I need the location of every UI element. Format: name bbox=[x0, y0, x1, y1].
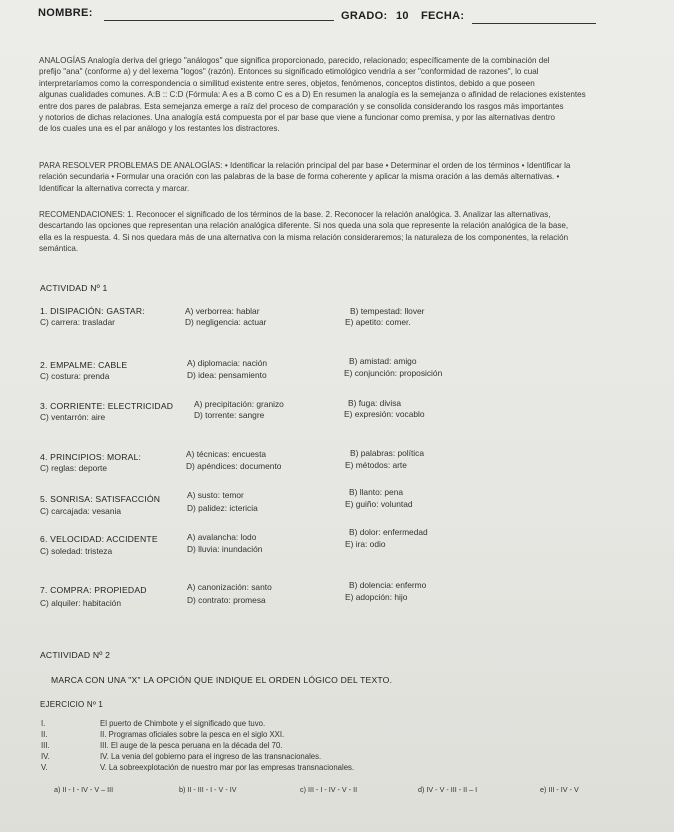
option-d[interactable]: D) torrente: sangre bbox=[194, 410, 265, 420]
question-4: 4. PRINCIPIOS: MORAL: bbox=[40, 452, 142, 462]
actividad2-title: ACTIIVIDAD Nº 2 bbox=[40, 650, 111, 660]
resolver-line: relación secundaria • Formular una oración con las palabras de la base de forma coherente y aplicar la misma oración a las demás alternativas. • bbox=[39, 172, 560, 182]
question-6: 6. VELOCIDAD: ACCIDENTE bbox=[40, 534, 158, 544]
option-c[interactable]: C) costura: prenda bbox=[40, 371, 110, 381]
recomendaciones-line: descartando las opciones que representan una relación analógica diferente. Si nos queda una sola que represente la relación analógica de la base, bbox=[39, 221, 569, 231]
intro-line: algunas cualidades comunes. A:B :: C:D (Fórmula: A es a B como C es a D) En resumen la analogía es la semejanza o afinidad de relaciones existentes bbox=[39, 90, 586, 100]
option-a[interactable]: A) verborrea: hablar bbox=[185, 306, 260, 316]
resolver-line: Identificar la alternativa correcta y marcar. bbox=[39, 183, 190, 193]
list-number: V. bbox=[41, 763, 48, 772]
list-number: III. bbox=[41, 741, 50, 750]
option-d[interactable]: D) palidez: ictericia bbox=[187, 503, 258, 513]
list-number: IV. bbox=[41, 752, 50, 761]
intro-line: interpretaríamos como la correspondencia o similitud existente entre seres, objetos, fenómenos, conceptos distintos, debido a que poseen bbox=[39, 78, 535, 88]
resolver-paragraph bbox=[39, 160, 651, 194]
option-c[interactable]: C) ventarrón: aire bbox=[40, 412, 106, 422]
recomendaciones-paragraph bbox=[39, 209, 651, 255]
option-b[interactable]: B) llanto: pena bbox=[349, 487, 404, 497]
option-e[interactable]: E) apetito: comer. bbox=[345, 317, 411, 327]
intro-line: prefijo "ana" (conforme a) y del lexema "logos" (razón). Entonces su significado etimológico vendría a ser "conformidad de razones", lo cual bbox=[39, 67, 539, 77]
option-b[interactable]: B) tempestad: llover bbox=[350, 306, 425, 316]
option-e[interactable]: E) guiño: voluntad bbox=[345, 499, 413, 509]
option-a[interactable]: A) diplomacia: nación bbox=[187, 358, 268, 368]
option-b[interactable]: B) amistad: amigo bbox=[349, 356, 417, 366]
intro-line: y notorios de dichas relaciones. Una analogía está compuesta por el par base que viene a funcionar como premisa, y por las alternativas dentro bbox=[39, 113, 556, 123]
intro-line: entre dos pares de palabras. Esta semejanza emerge a raíz del proceso de comparación y se consolida considerando los rasgos más importantes bbox=[39, 101, 564, 111]
list-number: I. bbox=[41, 719, 46, 728]
option-d[interactable]: D) idea: pensamiento bbox=[187, 370, 267, 380]
option-c[interactable]: C) carrera: trasladar bbox=[40, 317, 115, 327]
option-e[interactable]: E) expresión: vocablo bbox=[344, 409, 425, 419]
nombre-blank[interactable] bbox=[104, 20, 334, 21]
question-2: 2. EMPALME: CABLE bbox=[40, 360, 128, 370]
grado-label: GRADO: bbox=[341, 10, 388, 22]
list-item: II. Programas oficiales sobre la pesca en el siglo XXI. bbox=[100, 730, 285, 739]
option-c[interactable]: C) soledad: tristeza bbox=[40, 546, 113, 556]
option-d[interactable]: D) apéndices: documento bbox=[186, 461, 282, 471]
option-a[interactable]: A) avalancha: lodo bbox=[187, 532, 257, 542]
list-item: III. El auge de la pesca peruana en la década del 70. bbox=[100, 741, 283, 750]
option-a[interactable]: A) canonización: santo bbox=[187, 582, 272, 592]
option-d[interactable]: D) contrato: promesa bbox=[187, 595, 266, 605]
option-d[interactable]: D) lluvia: inundación bbox=[187, 544, 263, 554]
question-7: 7. COMPRA: PROPIEDAD bbox=[40, 585, 147, 595]
intro-paragraph bbox=[39, 55, 651, 135]
option-b[interactable]: B) fuga: divisa bbox=[348, 398, 402, 408]
option-a[interactable]: A) precipitación: granizo bbox=[194, 399, 284, 409]
recomendaciones-line: semántica. bbox=[39, 244, 79, 254]
intro-line: ANALOGÍAS Analogía deriva del griego "análogos" que significa proporcionado, parecido, relacionado; específicamente de la combinación del bbox=[39, 56, 550, 65]
nombre-label: NOMBRE: bbox=[38, 7, 93, 19]
actividad1-title: ACTIVIDAD Nº 1 bbox=[40, 283, 108, 293]
option-a[interactable]: A) técnicas: encuesta bbox=[186, 449, 267, 459]
grado-value: 10 bbox=[396, 10, 409, 22]
option-e[interactable]: E) ira: odio bbox=[345, 539, 386, 549]
list-item: El puerto de Chimbote y el significado que tuvo. bbox=[100, 719, 266, 728]
option-d[interactable]: D) negligencia: actuar bbox=[185, 317, 267, 327]
option-c[interactable]: C) carcajada: vesania bbox=[40, 506, 121, 516]
fecha-label: FECHA: bbox=[421, 10, 465, 22]
list-number: II. bbox=[41, 730, 48, 739]
option-c[interactable]: C) reglas: deporte bbox=[40, 463, 108, 473]
resolver-line: PARA RESOLVER PROBLEMAS DE ANALOGÍAS: • Identificar la relación principal del par base • Determinar el orden de los términos • Identificar la bbox=[39, 161, 571, 170]
answer-e[interactable]: e) III - IV - V bbox=[540, 785, 579, 794]
recomendaciones-line: ella es la respuesta. 4. Si nos quedara más de una alternativa con la misma relación consideraremos; la naturaleza de los componentes, la relación bbox=[39, 232, 569, 242]
question-5: 5. SONRISA: SATISFACCIÓN bbox=[40, 494, 161, 504]
actividad2-instruction: MARCA CON UNA "X" LA OPCIÓN QUE INDIQUE EL ORDEN LÓGICO DEL TEXTO. bbox=[51, 675, 393, 685]
answer-d[interactable]: d) IV - V - III - II – I bbox=[418, 785, 478, 794]
recomendaciones-line: RECOMENDACIONES: 1. Reconocer el significado de los términos de la base. 2. Reconocer la relación analógica. 3. Analizar las alternativas, bbox=[39, 210, 551, 219]
answer-b[interactable]: b) II - III - I - V - IV bbox=[179, 785, 237, 794]
question-3: 3. CORRIENTE: ELECTRICIDAD bbox=[40, 401, 174, 411]
question-1: 1. DISIPACIÓN: GASTAR: bbox=[40, 306, 145, 316]
option-b[interactable]: B) palabras: política bbox=[350, 448, 425, 458]
list-item: V. La sobreexplotación de nuestro mar por las empresas transnacionales. bbox=[100, 763, 355, 772]
ejercicio-title: EJERCICIO Nº 1 bbox=[40, 700, 104, 709]
option-e[interactable]: E) conjunción: proposición bbox=[344, 368, 443, 378]
fecha-blank[interactable] bbox=[472, 23, 596, 24]
option-e[interactable]: E) métodos: arte bbox=[345, 460, 407, 470]
option-b[interactable]: B) dolor: enfermedad bbox=[349, 527, 428, 537]
answer-a[interactable]: a) II - I - IV - V – III bbox=[54, 785, 114, 794]
option-c[interactable]: C) alquiler: habitación bbox=[40, 598, 122, 608]
list-item: IV. La venia del gobierno para el ingreso de las transnacionales. bbox=[100, 752, 322, 761]
option-e[interactable]: E) adopción: hijo bbox=[345, 592, 408, 602]
option-a[interactable]: A) susto: temor bbox=[187, 490, 244, 500]
intro-line: de los cuales una es el par análogo y los restantes los distractores. bbox=[39, 124, 280, 134]
option-b[interactable]: B) dolencia: enfermo bbox=[349, 580, 427, 590]
answer-c[interactable]: c) III - I - IV - V - II bbox=[300, 785, 358, 794]
